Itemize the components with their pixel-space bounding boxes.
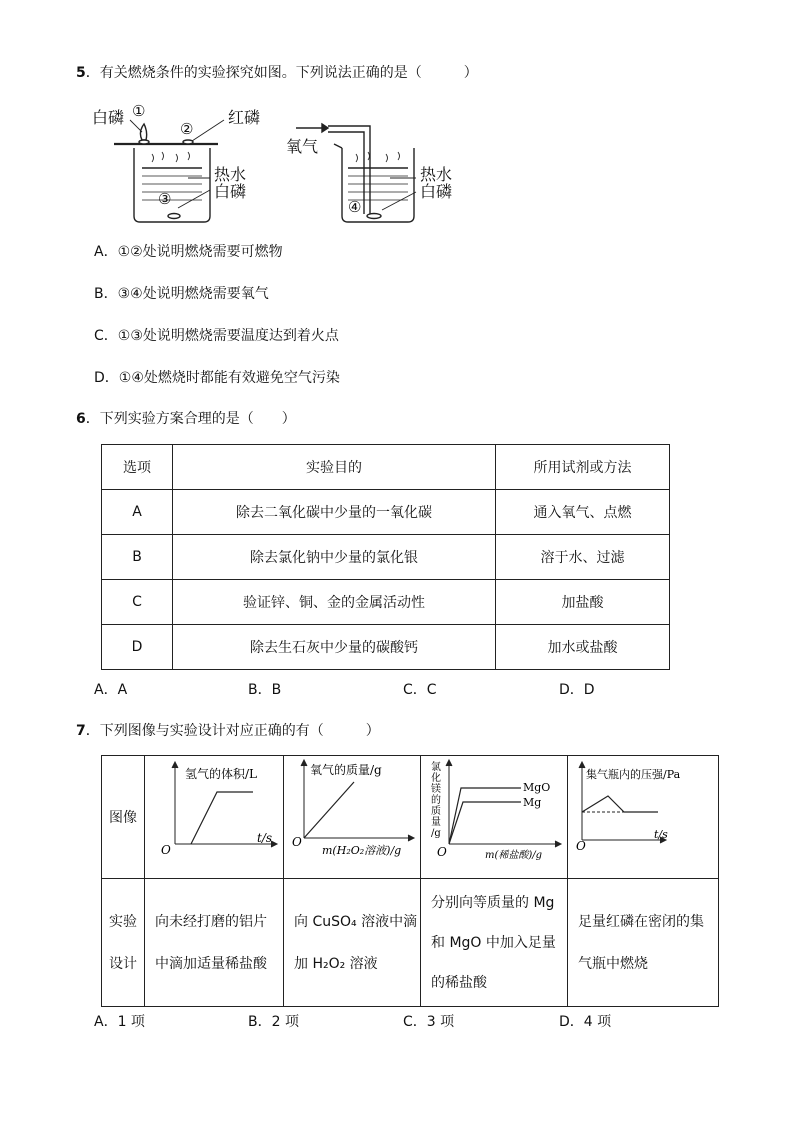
q7-answer-b[interactable]: B．2 项 bbox=[248, 1014, 299, 1030]
q7-graph-3-cell bbox=[421, 756, 568, 879]
svg-text:/g: /g bbox=[431, 828, 441, 839]
q6-header-option: 选项 bbox=[102, 445, 173, 490]
q6-stem: 6．下列实验方案合理的是（ ） bbox=[76, 411, 296, 427]
svg-text:m(H₂O₂溶液)/g: m(H₂O₂溶液)/g bbox=[322, 844, 402, 857]
q7-answer-a[interactable]: A．1 项 bbox=[94, 1014, 145, 1030]
q5-option-b[interactable]: B．③④处说明燃烧需要氧气 bbox=[94, 286, 269, 302]
mark-1: ① bbox=[132, 102, 146, 120]
label-white-phosphorus-top: 白磷 bbox=[92, 108, 125, 127]
mark-2: ② bbox=[180, 120, 194, 138]
svg-text:量: 量 bbox=[431, 817, 441, 828]
q7-answer-c[interactable]: C．3 项 bbox=[403, 1014, 455, 1030]
svg-text:O: O bbox=[161, 843, 171, 857]
svg-text:O: O bbox=[292, 835, 302, 849]
graph-magnesium-chloride-mass bbox=[421, 756, 567, 874]
svg-text:的: 的 bbox=[431, 795, 441, 806]
svg-text:t/s: t/s bbox=[257, 831, 273, 845]
graph-hydrogen-volume bbox=[145, 756, 283, 874]
q6-answer-a[interactable]: A．A bbox=[94, 682, 128, 698]
q7-design-1: 向未经打磨的铝片 中滴加适量稀盐酸 bbox=[145, 879, 284, 1007]
q5-experiment-figure bbox=[90, 98, 470, 230]
label-red-phosphorus: 红磷 bbox=[228, 108, 261, 127]
label-hot-water-right: 热水 bbox=[420, 165, 453, 184]
label-white-phosphorus-left: 白磷 bbox=[214, 182, 247, 201]
svg-text:O: O bbox=[437, 845, 447, 859]
q5-option-a[interactable]: A．①②处说明燃烧需要可燃物 bbox=[94, 244, 283, 260]
table-row: D 除去生石灰中少量的碳酸钙 加水或盐酸 bbox=[102, 625, 670, 670]
mark-3: ③ bbox=[158, 190, 172, 208]
mark-4: ④ bbox=[348, 198, 362, 216]
table-row: B 除去氯化钠中少量的氯化银 溶于水、过滤 bbox=[102, 535, 670, 580]
q6-answer-b[interactable]: B．B bbox=[248, 682, 282, 698]
svg-text:质: 质 bbox=[431, 806, 441, 817]
graph-bottle-pressure bbox=[568, 756, 718, 874]
q6-header-purpose: 实验目的 bbox=[173, 445, 496, 490]
svg-text:t/s: t/s bbox=[654, 828, 668, 841]
graph-oxygen-mass bbox=[284, 756, 420, 874]
q7-graph-1-cell bbox=[145, 756, 284, 879]
table-row: C 验证锌、铜、金的金属活动性 加盐酸 bbox=[102, 580, 670, 625]
svg-text:O: O bbox=[576, 839, 586, 853]
q6-header-method: 所用试剂或方法 bbox=[496, 445, 670, 490]
q6-table bbox=[101, 444, 670, 670]
svg-text:m(稀盐酸)/g: m(稀盐酸)/g bbox=[485, 850, 543, 861]
q5-option-d[interactable]: D．①④处燃烧时都能有效避免空气污染 bbox=[94, 370, 340, 386]
q7-row-label-graph: 图像 bbox=[102, 756, 145, 879]
svg-text:氯: 氯 bbox=[431, 762, 441, 773]
svg-text:集气瓶内的压强/Pa: 集气瓶内的压强/Pa bbox=[586, 768, 681, 781]
label-white-phosphorus-right: 白磷 bbox=[420, 182, 453, 201]
q7-graph-4-cell bbox=[568, 756, 719, 879]
q7-stem: 7．下列图像与实验设计对应正确的有（ ） bbox=[76, 723, 380, 739]
svg-text:氧气的质量/g: 氧气的质量/g bbox=[310, 763, 382, 777]
q7-design-3: 分别向等质量的 Mg 和 MgO 中加入足量 的稀盐酸 bbox=[421, 879, 568, 1007]
svg-text:氢气的体积/L: 氢气的体积/L bbox=[185, 767, 258, 781]
table-row: A 除去二氧化碳中少量的一氧化碳 通入氧气、点燃 bbox=[102, 490, 670, 535]
q6-answer-c[interactable]: C．C bbox=[403, 682, 437, 698]
svg-text:镁: 镁 bbox=[431, 784, 441, 795]
q7-design-4: 足量红磷在密闭的集 气瓶中燃烧 bbox=[568, 879, 719, 1007]
q7-answer-d[interactable]: D．4 项 bbox=[559, 1014, 612, 1030]
q5-option-c[interactable]: C．①③处说明燃烧需要温度达到着火点 bbox=[94, 328, 339, 344]
q7-row-label-design: 实验 设计 bbox=[102, 879, 145, 1007]
label-oxygen: 氧气 bbox=[286, 137, 319, 156]
label-hot-water-left: 热水 bbox=[214, 165, 247, 184]
q6-answer-d[interactable]: D．D bbox=[559, 682, 595, 698]
svg-text:Mg: Mg bbox=[523, 796, 542, 809]
q7-design-2: 向 CuSO₄ 溶液中滴 加 H₂O₂ 溶液 bbox=[284, 879, 421, 1007]
svg-text:化: 化 bbox=[431, 773, 441, 784]
svg-text:MgO: MgO bbox=[523, 781, 551, 794]
q7-table bbox=[101, 755, 719, 1007]
q7-graph-2-cell bbox=[284, 756, 421, 879]
q5-stem: 5．有关燃烧条件的实验探究如图。下列说法正确的是（ ） bbox=[76, 65, 478, 81]
